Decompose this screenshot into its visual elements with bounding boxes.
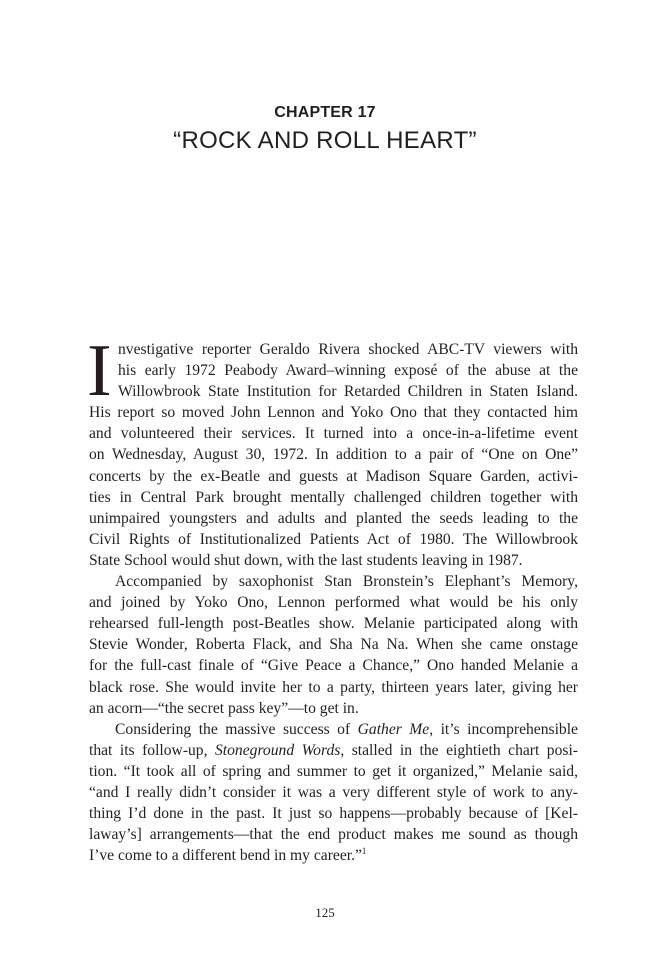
paragraph-2 [89,571,578,719]
page-number: 125 [315,905,335,920]
text-run: Considering the massive success of [115,720,358,738]
text-run: , stalled in the eightieth chart posi- [340,741,578,759]
text-line: and volunteered their services. It turned into a once-in-a-lifetime event [89,425,578,443]
paragraph-1 [87,330,578,571]
text-line: his early 1972 Peabody Award–winning exposé of the abuse at the [118,362,578,380]
text-line: an acorn—“the secret pass key”—to get in. [89,699,359,717]
body-text [87,330,578,866]
text-line: nvestigative reporter Geraldo Rivera shocked ABC-TV viewers with [118,341,578,358]
text-line: thing I’d done in the past. It just so happens—probably because of [Kel- [89,805,578,823]
text-line [89,740,578,761]
text-line: for the full-cast finale of “Give Peace a Chance,” Ono handed Melanie a [89,657,578,675]
text-line: Willowbrook State Institution for Retarded Children in Staten Island. [118,383,578,401]
text-line: and joined by Yoko Ono, Lennon performed what would be his only [89,594,578,612]
text-line: on Wednesday, August 30, 1972. In addition to a pair of “One on One” [89,446,578,464]
text-line: concerts by the ex-Beatle and guests at Madison Square Garden, activi- [89,467,578,485]
text-run: I’ve come to a different bend in my career.” [89,847,362,865]
text-line: unimpaired youngsters and adults and planted the seeds leading to the [89,509,578,527]
chapter-label: CHAPTER 17 [274,104,376,121]
album-title: Stoneground Words [215,741,341,759]
text-line: His report so moved John Lennon and Yoko Ono that they contacted him [89,404,578,422]
text-line: Stevie Wonder, Roberta Flack, and Sha Na Na. When she came onstage [89,636,578,654]
text-line [89,845,578,866]
text-line: State School would shut down, with the last students leaving in 1987. [89,551,523,569]
text-line: Accompanied by saxophonist Stan Bronstein’s Elephant’s Memory, [115,573,578,591]
text-line: “and I really didn’t consider it was a very different style of work to any- [89,783,578,801]
text-line: tion. “It took all of spring and summer to get it organized,” Melanie said, [89,762,578,780]
footnote-ref[interactable]: 1 [361,846,367,857]
paragraph-3 [89,719,578,867]
chapter-title: “ROCK AND ROLL HEART” [173,127,477,154]
text-line: laway’s] arrangements—that the end product makes me sound as though [89,826,578,844]
text-line: rehearsed full-length post-Beatles show. Melanie participated along with [89,615,578,633]
album-title: Gather Me [357,720,430,738]
text-line [89,719,578,740]
text-line: ties in Central Park brought mentally challenged children together with [89,488,578,506]
text-run: that its follow-up, [89,741,215,759]
text-line: black rose. She would invite her to a party, thirteen years later, giving her [89,678,578,696]
drop-cap: I [87,330,112,412]
text-run: , it’s incomprehensible [429,720,578,738]
text-line: Civil Rights of Institutionalized Patients Act of 1980. The Willowbrook [89,530,578,548]
